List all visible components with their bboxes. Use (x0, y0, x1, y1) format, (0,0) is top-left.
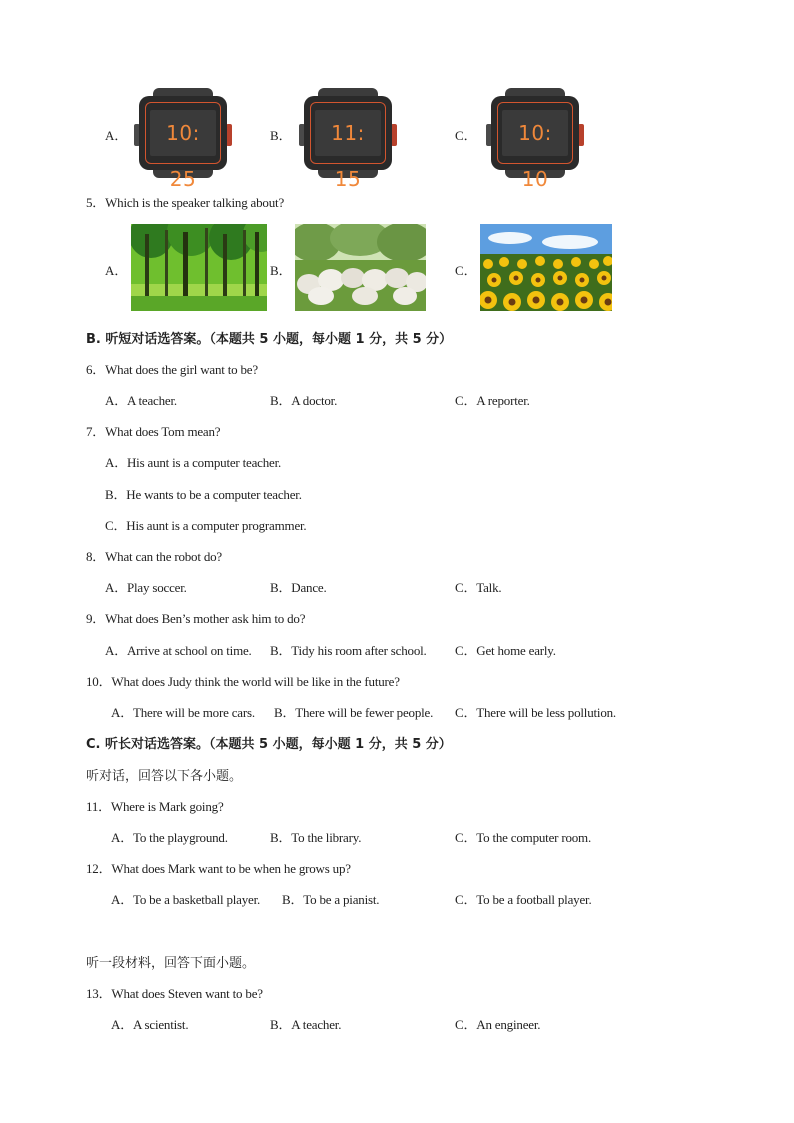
q4-option-a-label: A． (105, 128, 128, 143)
q11-option-a: A．To the playground. (111, 830, 228, 845)
q9-option-b: B．Tidy his room after school. (270, 643, 427, 658)
q6-option-b: B．A doctor. (270, 393, 338, 408)
watch-c-image (485, 88, 585, 191)
q12-option-c: C．To be a football player. (455, 892, 592, 907)
watch-a-image (133, 88, 233, 191)
q7-question: 7．What does Tom mean? (86, 424, 221, 439)
q12-option-b: B．To be a pianist. (282, 892, 380, 907)
q6-option-c: C．A reporter. (455, 393, 530, 408)
q9-question: 9．What does Ben’s mother ask him to do? (86, 611, 306, 626)
q5-option-b-label: B． (270, 263, 292, 278)
watch-c-time: 10: 10 (518, 121, 552, 191)
sheep-image (295, 224, 426, 311)
q12-question: 12．What does Mark want to be when he grows up? (86, 861, 351, 876)
q4-option-c-label: C． (455, 128, 477, 143)
q11-option-c: C．To the computer room. (455, 830, 592, 845)
q11-question: 11．Where is Mark going? (86, 799, 224, 814)
instruction-1: 听对话，回答以下各小题。 (86, 769, 243, 784)
watch-b-image (298, 88, 398, 191)
forest-image (131, 224, 267, 311)
q4-option-b-label: B． (270, 128, 292, 143)
watch-a-time: 10: 25 (166, 121, 200, 191)
q8-option-c: C．Talk. (455, 580, 502, 595)
q13-question: 13．What does Steven want to be? (86, 986, 263, 1001)
watch-b-time: 11: 15 (331, 121, 365, 191)
q8-option-a: A．Play soccer. (105, 580, 187, 595)
q5-question: 5．Which is the speaker talking about? (86, 195, 285, 210)
section-b-heading: B. 听短对话选答案。（本题共 5 小题，每小题 1 分，共 5 分） (86, 332, 453, 347)
q7-option-b: B．He wants to be a computer teacher. (105, 487, 302, 502)
q10-option-a: A．There will be more cars. (111, 705, 255, 720)
sunflower-field-image (480, 224, 612, 311)
q13-option-a: A．A scientist. (111, 1017, 189, 1032)
q5-option-c-label: C． (455, 263, 477, 278)
q6-question: 6．What does the girl want to be? (86, 362, 258, 377)
q7-option-c: C．His aunt is a computer programmer. (105, 518, 307, 533)
q9-option-a: A．Arrive at school on time. (105, 643, 252, 658)
q10-option-c: C．There will be less pollution. (455, 705, 616, 720)
q11-option-b: B．To the library. (270, 830, 362, 845)
instruction-2: 听一段材料，回答下面小题。 (86, 956, 256, 971)
q13-option-c: C．An engineer. (455, 1017, 541, 1032)
q9-option-c: C．Get home early. (455, 643, 556, 658)
q7-option-a: A．His aunt is a computer teacher. (105, 455, 282, 470)
q10-question: 10．What does Judy think the world will be like in the future? (86, 674, 400, 689)
q12-option-a: A．To be a basketball player. (111, 892, 261, 907)
section-c-heading: C. 听长对话选答案。（本题共 5 小题，每小题 1 分，共 5 分） (86, 737, 452, 752)
q6-option-a: A．A teacher. (105, 393, 177, 408)
q10-option-b: B．There will be fewer people. (274, 705, 434, 720)
q8-question: 8．What can the robot do? (86, 549, 222, 564)
q5-option-a-label: A． (105, 263, 128, 278)
q13-option-b: B．A teacher. (270, 1017, 342, 1032)
q8-option-b: B．Dance. (270, 580, 327, 595)
